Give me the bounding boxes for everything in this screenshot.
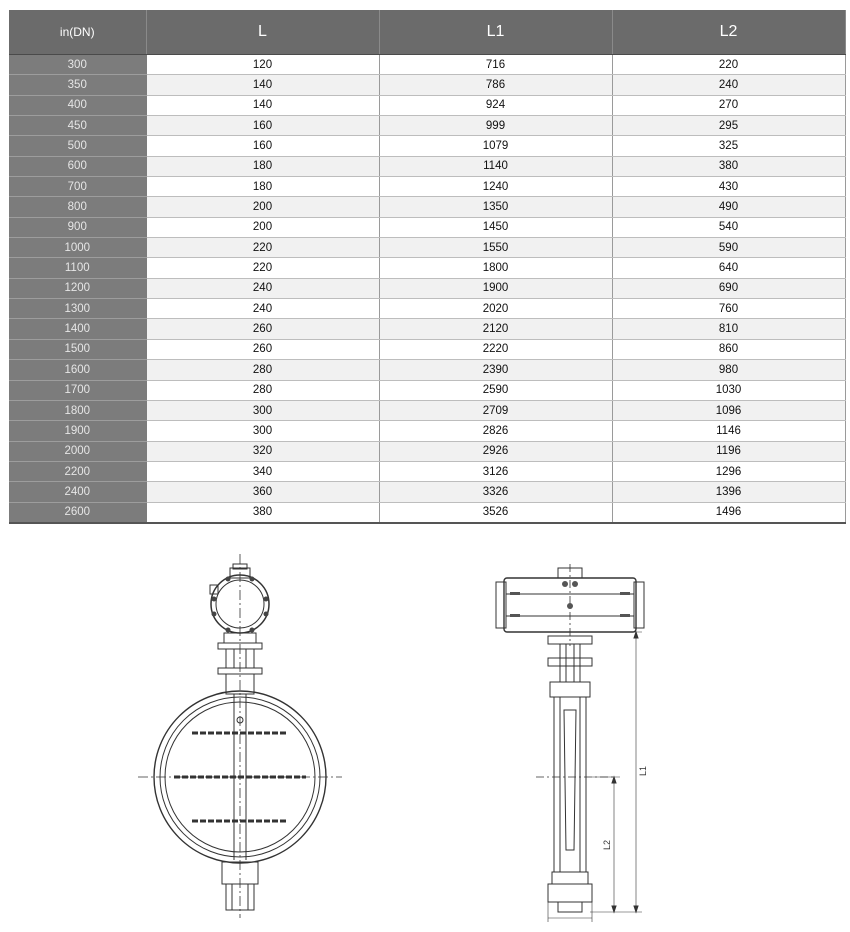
cell-l: 240 [146, 278, 379, 298]
valve-front-view [130, 550, 360, 920]
cell-l: 340 [146, 461, 379, 481]
table-row [9, 360, 845, 380]
table-row [9, 197, 845, 217]
cell-l2: 540 [612, 217, 845, 237]
cell-l2: 380 [612, 156, 845, 176]
cell-dn: 2600 [9, 502, 146, 523]
table-row [9, 177, 845, 197]
header-l: L [146, 10, 379, 55]
cell-l2: 690 [612, 278, 845, 298]
cell-l: 200 [146, 217, 379, 237]
cell-dn: 700 [9, 177, 146, 197]
cell-dn: 1800 [9, 400, 146, 420]
cell-dn: 1900 [9, 421, 146, 441]
header-l1: L1 [379, 10, 612, 55]
cell-l: 240 [146, 299, 379, 319]
cell-dn: 1500 [9, 339, 146, 359]
dim-l2-label: L2 [602, 839, 612, 850]
table-row [9, 319, 845, 339]
cell-l1: 1140 [379, 156, 612, 176]
cell-l1: 2926 [379, 441, 612, 461]
cell-l2: 430 [612, 177, 845, 197]
table-row [9, 400, 845, 420]
cell-l1: 2826 [379, 421, 612, 441]
cell-l: 160 [146, 136, 379, 156]
cell-l2: 860 [612, 339, 845, 359]
table-row [9, 116, 845, 136]
cell-l1: 2709 [379, 400, 612, 420]
cell-l1: 1900 [379, 278, 612, 298]
valve-side-view [490, 550, 660, 925]
cell-dn: 350 [9, 75, 146, 95]
table-row [9, 482, 845, 502]
cell-l: 280 [146, 360, 379, 380]
table-row [9, 421, 845, 441]
table-row [9, 238, 845, 258]
table-row [9, 217, 845, 237]
cell-l1: 2390 [379, 360, 612, 380]
cell-l1: 1350 [379, 197, 612, 217]
cell-l2: 220 [612, 55, 845, 75]
cell-dn: 1300 [9, 299, 146, 319]
cell-dn: 2200 [9, 461, 146, 481]
cell-dn: 2400 [9, 482, 146, 502]
cell-l2: 1496 [612, 502, 845, 523]
cell-l: 140 [146, 95, 379, 115]
valve-front-view-svg [130, 550, 360, 920]
table-body [9, 55, 845, 523]
cell-l2: 1030 [612, 380, 845, 400]
header-dn: in(DN) [9, 10, 146, 55]
cell-l2: 270 [612, 95, 845, 115]
cell-l2: 1096 [612, 400, 845, 420]
cell-l1: 3126 [379, 461, 612, 481]
cell-l2: 760 [612, 299, 845, 319]
cell-dn: 1600 [9, 360, 146, 380]
cell-l1: 2590 [379, 380, 612, 400]
cell-l2: 295 [612, 116, 845, 136]
cell-l: 120 [146, 55, 379, 75]
cell-l1: 786 [379, 75, 612, 95]
cell-l1: 924 [379, 95, 612, 115]
cell-l2: 325 [612, 136, 845, 156]
cell-l1: 3526 [379, 502, 612, 523]
cell-dn: 1700 [9, 380, 146, 400]
cell-dn: 1400 [9, 319, 146, 339]
cell-dn: 500 [9, 136, 146, 156]
cell-l2: 810 [612, 319, 845, 339]
cell-l1: 1800 [379, 258, 612, 278]
table-header-row [9, 10, 845, 55]
cell-l: 300 [146, 400, 379, 420]
valve-side-view-svg [490, 550, 660, 925]
cell-l1: 1240 [379, 177, 612, 197]
table-row [9, 258, 845, 278]
cell-l2: 1196 [612, 441, 845, 461]
dim-l1-label: L1 [638, 765, 648, 776]
cell-l: 260 [146, 339, 379, 359]
table-row [9, 156, 845, 176]
cell-l2: 240 [612, 75, 845, 95]
cell-l2: 590 [612, 238, 845, 258]
cell-l1: 2220 [379, 339, 612, 359]
table-row [9, 461, 845, 481]
table-row [9, 380, 845, 400]
cell-l1: 716 [379, 55, 612, 75]
cell-l: 140 [146, 75, 379, 95]
cell-l2: 1396 [612, 482, 845, 502]
cell-l2: 490 [612, 197, 845, 217]
cell-dn: 1200 [9, 278, 146, 298]
cell-l1: 1550 [379, 238, 612, 258]
cell-dn: 450 [9, 116, 146, 136]
table-row [9, 75, 845, 95]
cell-l: 280 [146, 380, 379, 400]
table-row [9, 339, 845, 359]
cell-l: 200 [146, 197, 379, 217]
cell-l: 180 [146, 156, 379, 176]
cell-dn: 300 [9, 55, 146, 75]
cell-dn: 600 [9, 156, 146, 176]
cell-dn: 2000 [9, 441, 146, 461]
cell-l1: 2020 [379, 299, 612, 319]
cell-l2: 1296 [612, 461, 845, 481]
cell-l1: 999 [379, 116, 612, 136]
cell-l: 380 [146, 502, 379, 523]
cell-l: 360 [146, 482, 379, 502]
table-row [9, 55, 845, 75]
cell-l: 300 [146, 421, 379, 441]
table-row [9, 441, 845, 461]
table-row [9, 95, 845, 115]
cell-l1: 2120 [379, 319, 612, 339]
cell-l1: 1079 [379, 136, 612, 156]
cell-l: 220 [146, 238, 379, 258]
cell-dn: 1000 [9, 238, 146, 258]
cell-l1: 3326 [379, 482, 612, 502]
table-row [9, 278, 845, 298]
dimensions-table [9, 10, 846, 524]
cell-l2: 980 [612, 360, 845, 380]
cell-dn: 800 [9, 197, 146, 217]
cell-dn: 1100 [9, 258, 146, 278]
cell-l2: 1146 [612, 421, 845, 441]
cell-l2: 640 [612, 258, 845, 278]
cell-l: 160 [146, 116, 379, 136]
table-row [9, 136, 845, 156]
cell-l: 320 [146, 441, 379, 461]
header-l2: L2 [612, 10, 845, 55]
table-row [9, 299, 845, 319]
table-row [9, 502, 845, 523]
cell-l1: 1450 [379, 217, 612, 237]
cell-dn: 900 [9, 217, 146, 237]
cell-l: 260 [146, 319, 379, 339]
cell-dn: 400 [9, 95, 146, 115]
cell-l: 180 [146, 177, 379, 197]
cell-l: 220 [146, 258, 379, 278]
